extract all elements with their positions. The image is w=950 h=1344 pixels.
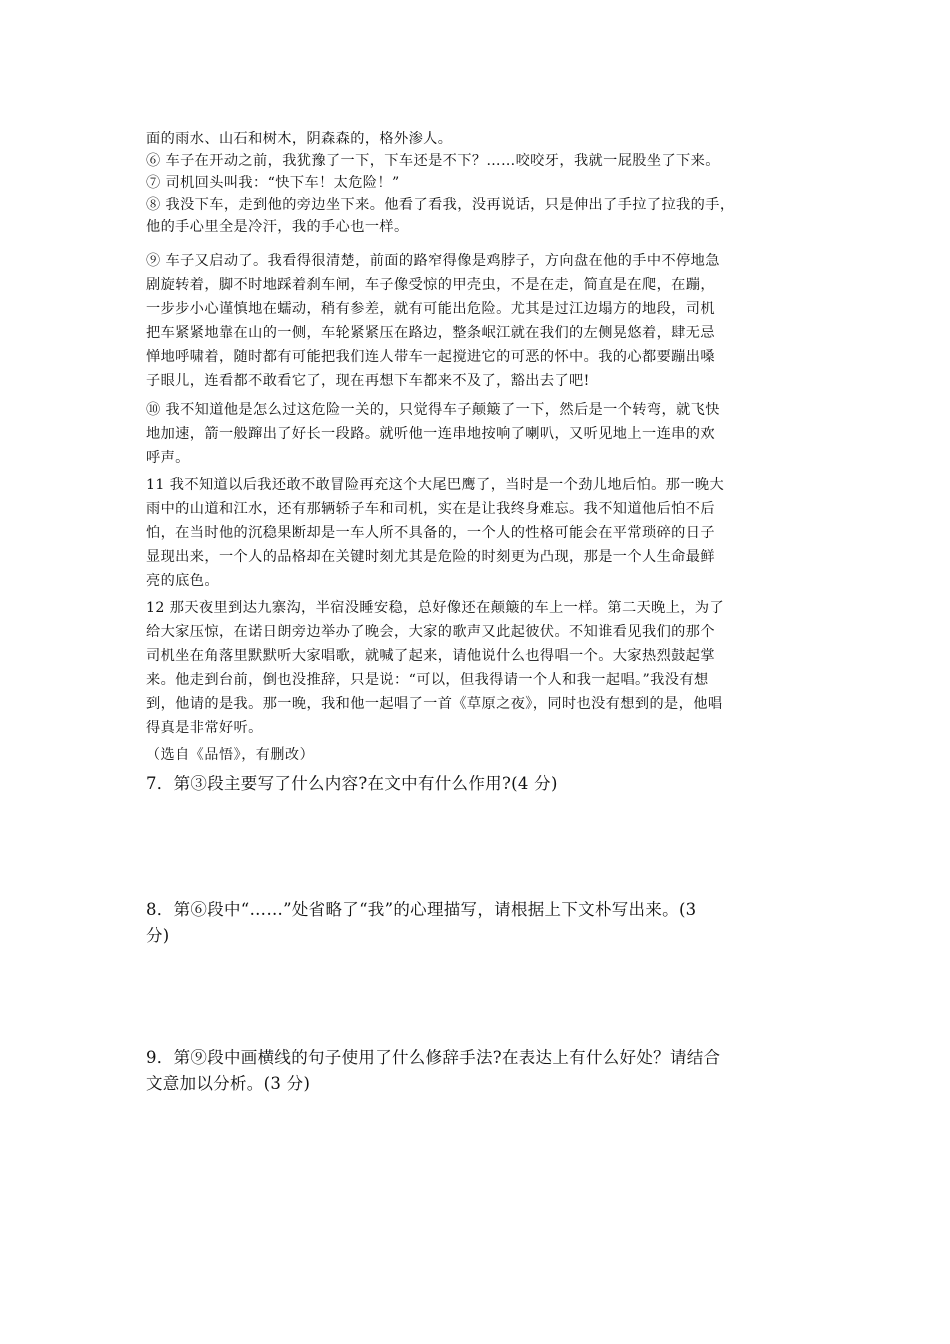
- question-text: 8．第⑥段中“……”处省略了“我”的心理描写，请根据上下文朴写出来。(3: [146, 900, 697, 919]
- answer-area[interactable]: [146, 1100, 816, 1300]
- passage-line: 惮地呼啸着，随时都有可能把我们连人带车一起搅进它的可恶的怀中。我的心都要蹦出嗓: [146, 349, 715, 365]
- passage-source: （选自《品悟》，有删改）: [146, 747, 315, 763]
- passage-line: ⑥ 车子在开动之前，我犹豫了一下，下车还是不下？……咬咬牙，我就一屁股坐了下来。: [146, 153, 720, 169]
- passage-line: 一步步小心谨慎地在蠕动，稍有参差，就有可能出危险。尤其是过江边塌方的地段，司机: [146, 301, 715, 317]
- passage-line: ⑨ 车子又启动了。我看得很清楚，前面的路窄得像是鸡脖子，方向盘在他的手中不停地急: [146, 253, 720, 269]
- passage-line: 11 我不知道以后我还敢不敢冒险再充这个大尾巴鹰了，当时是一个劲儿地后怕。那一晚大: [146, 477, 725, 493]
- passage-line: 呼声。: [146, 450, 190, 466]
- passage-line: 亮的底色。: [146, 573, 219, 589]
- question-text: 9．第⑨段中画横线的句子使用了什么修辞手法?在表达上有什么好处？请结合: [146, 1048, 721, 1067]
- passage-line: 把车紧紧地靠在山的一侧，车轮紧紧压在路边，整条岷江就在我们的左侧晃悠着，肆无忌: [146, 325, 715, 341]
- passage-line: 司机坐在角落里默默听大家唱歌，就喊了起来，请他说什么也得唱一个。大家热烈鼓起掌: [146, 648, 715, 664]
- question-text: 分): [146, 926, 170, 945]
- passage-line: 他的手心里全是冷汗，我的手心也一样。: [146, 219, 409, 235]
- passage-line: 怕，在当时他的沉稳果断却是一车人所不具备的，一个人的性格可能会在平常琐碎的日子: [146, 525, 715, 541]
- passage-line: 给大家压惊，在诺日朗旁边举办了晚会，大家的歌声又此起彼伏。不知谁看见我们的那个: [146, 624, 715, 640]
- passage-line: 得真是非常好听。: [146, 720, 263, 736]
- answer-area[interactable]: [146, 952, 816, 1037]
- question-text: 7．第③段主要写了什么内容?在文中有什么作用?(4 分): [146, 774, 558, 793]
- passage-line: 雨中的山道和江水，还有那辆轿子车和司机，实在是让我终身难忘。我不知道他后怕不后: [146, 501, 715, 517]
- passage-line: ⑩ 我不知道他是怎么过这危险一关的，只觉得车子颠簸了一下，然后是一个转弯，就飞快: [146, 402, 720, 418]
- passage-line: 面的雨水、山石和树木，阴森森的，格外渗人。: [146, 131, 453, 147]
- passage-line: 显现出来，一个人的品格却在关键时刻尤其是危险的时刻更为凸现，那是一个人生命最鲜: [146, 549, 715, 565]
- passage-line: 剧旋转着，脚不时地踩着刹车闸，车子像受惊的甲壳虫，不是在走，简直是在爬，在蹦，: [146, 277, 715, 293]
- passage-line: ⑧ 我没下车，走到他的旁边坐下来。他看了看我，没再说话，只是伸出了手拉了拉我的手，: [146, 197, 735, 213]
- question-text: 文意加以分析。(3 分): [146, 1074, 311, 1093]
- passage-line: 子眼儿，连看都不敢看它了，现在再想下车都来不及了，豁出去了吧!: [146, 373, 590, 389]
- passage-line: 到，他请的是我。那一晚，我和他一起唱了一首《草原之夜》，同时也没有想到的是，他唱: [146, 696, 723, 712]
- passage-line: ⑦ 司机回头叫我：“快下车！太危险！”: [146, 175, 400, 191]
- passage-line: 来。他走到台前，倒也没推辞，只是说：“可以，但我得请一个人和我一起唱。”我没有想: [146, 672, 709, 688]
- answer-area[interactable]: [146, 800, 816, 890]
- passage-line: 地加速，箭一般蹿出了好长一段路。就听他一连串地按响了喇叭，又听见地上一连串的欢: [146, 426, 715, 442]
- passage-line: 12 那天夜里到达九寨沟，半宿没睡安稳，总好像还在颠簸的车上一样。第二天晚上，为了: [146, 600, 725, 616]
